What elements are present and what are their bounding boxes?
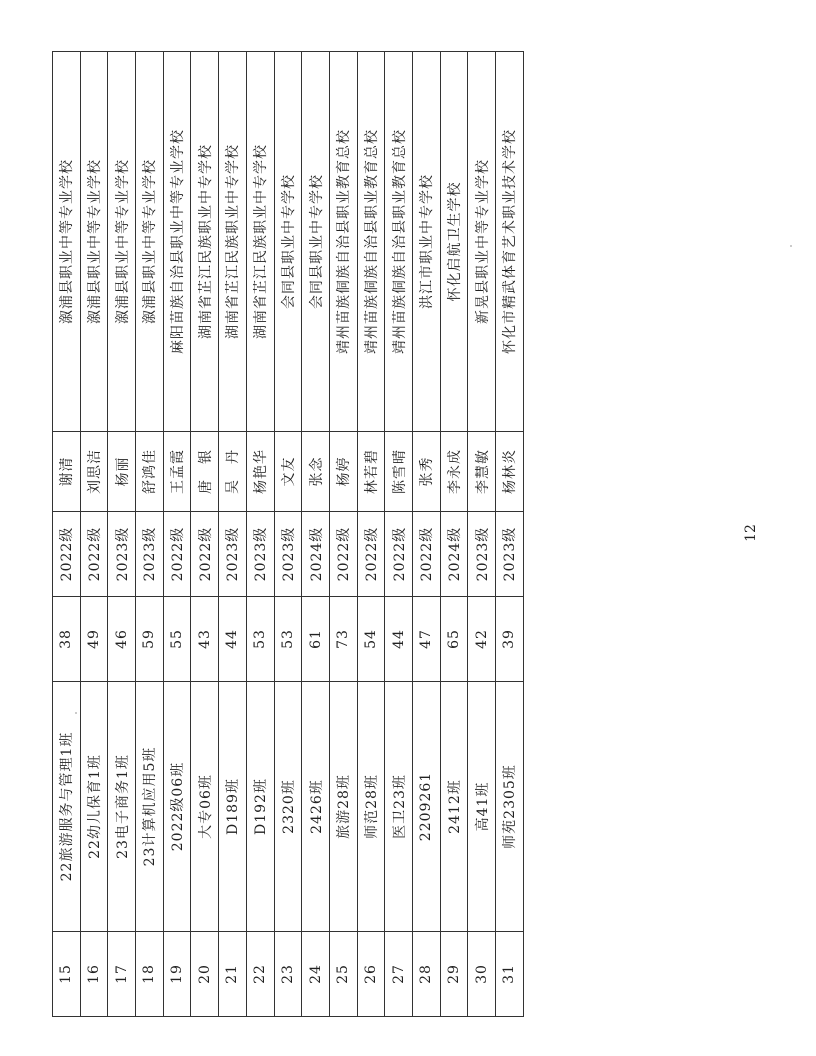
table-row (385, 52, 413, 1017)
table-row (440, 52, 468, 1017)
school-cell: 溆浦县职业中等专业学校 (53, 52, 81, 432)
table-row (108, 52, 136, 1017)
school-cell: 怀化启航卫生学校 (440, 52, 468, 432)
school-cell: 溆浦县职业中等专业学校 (108, 52, 136, 432)
row-index-cell: 26 (357, 932, 385, 1017)
grade-cell: 2023级 (108, 512, 136, 597)
class-list-table (52, 51, 524, 1017)
table-row (496, 52, 524, 1017)
row-index-cell: 16 (80, 932, 108, 1017)
page-number: 12 (742, 524, 759, 542)
scan-speck (790, 245, 792, 247)
row-index-cell: 24 (302, 932, 330, 1017)
teacher-cell: 李慧敏 (468, 432, 496, 512)
row-index-cell: 28 (412, 932, 440, 1017)
school-cell: 湖南省芷江民族职业中专学校 (246, 52, 274, 432)
table-row (246, 52, 274, 1017)
teacher-cell: 唐 银 (191, 432, 219, 512)
grade-cell: 2023级 (496, 512, 524, 597)
student-count-cell: 53 (246, 597, 274, 682)
table-row (219, 52, 247, 1017)
grade-cell: 2022级 (357, 512, 385, 597)
row-index-cell: 19 (163, 932, 191, 1017)
teacher-cell: 杨林炎 (496, 432, 524, 512)
class-name-cell: 2022级06班 (163, 682, 191, 932)
teacher-cell: 杨婷 (329, 432, 357, 512)
class-name-cell: D189班 (219, 682, 247, 932)
row-index-cell: 15 (53, 932, 81, 1017)
student-count-cell: 47 (412, 597, 440, 682)
class-name-cell: 23计算机应用5班 (136, 682, 164, 932)
table-row (80, 52, 108, 1017)
row-index-cell: 31 (496, 932, 524, 1017)
student-count-cell: 46 (108, 597, 136, 682)
grade-cell: 2022级 (53, 512, 81, 597)
grade-cell: 2022级 (329, 512, 357, 597)
class-name-cell: 23电子商务1班 (108, 682, 136, 932)
table-row (53, 52, 81, 1017)
school-cell: 湖南省芷江民族职业中专学校 (191, 52, 219, 432)
row-index-cell: 27 (385, 932, 413, 1017)
school-cell: 靖州苗族侗族自治县职业教育总校 (357, 52, 385, 432)
class-name-cell: 22旅游服务与管理1班 (53, 682, 81, 932)
teacher-cell: 舒鸿佳 (136, 432, 164, 512)
class-name-cell: 医卫23班 (385, 682, 413, 932)
student-count-cell: 65 (440, 597, 468, 682)
grade-cell: 2022级 (412, 512, 440, 597)
school-cell: 溆浦县职业中等专业学校 (80, 52, 108, 432)
grade-cell: 2022级 (385, 512, 413, 597)
class-name-cell: 高41班 (468, 682, 496, 932)
table-row (357, 52, 385, 1017)
grade-cell: 2022级 (80, 512, 108, 597)
grade-cell: 2023级 (468, 512, 496, 597)
grade-cell: 2024级 (440, 512, 468, 597)
row-index-cell: 17 (108, 932, 136, 1017)
class-name-cell: 2412班 (440, 682, 468, 932)
student-count-cell: 42 (468, 597, 496, 682)
teacher-cell: 吴 丹 (219, 432, 247, 512)
grade-cell: 2022级 (163, 512, 191, 597)
school-cell: 会同县职业中专学校 (302, 52, 330, 432)
student-count-cell: 73 (329, 597, 357, 682)
table-row (329, 52, 357, 1017)
class-name-cell: 2320班 (274, 682, 302, 932)
teacher-cell: 张秀 (412, 432, 440, 512)
teacher-cell: 杨丽 (108, 432, 136, 512)
teacher-cell: 林若碧 (357, 432, 385, 512)
table-body (53, 52, 524, 1017)
student-count-cell: 59 (136, 597, 164, 682)
teacher-cell: 王孟霞 (163, 432, 191, 512)
school-cell: 靖州苗族侗族自治县职业教育总校 (385, 52, 413, 432)
table-row (274, 52, 302, 1017)
grade-cell: 2023级 (246, 512, 274, 597)
school-cell: 麻阳苗族自治县职业中等专业学校 (163, 52, 191, 432)
rotated-table-page (52, 52, 519, 1017)
student-count-cell: 55 (163, 597, 191, 682)
class-name-cell: 22幼儿保育1班 (80, 682, 108, 932)
row-index-cell: 29 (440, 932, 468, 1017)
table-row (412, 52, 440, 1017)
row-index-cell: 18 (136, 932, 164, 1017)
row-index-cell: 21 (219, 932, 247, 1017)
student-count-cell: 53 (274, 597, 302, 682)
student-count-cell: 44 (385, 597, 413, 682)
grade-cell: 2024级 (302, 512, 330, 597)
class-name-cell: 大专06班 (191, 682, 219, 932)
teacher-cell: 杨艳华 (246, 432, 274, 512)
student-count-cell: 49 (80, 597, 108, 682)
school-cell: 怀化市精武体育艺术职业技术学校 (496, 52, 524, 432)
teacher-cell: 张念 (302, 432, 330, 512)
row-index-cell: 20 (191, 932, 219, 1017)
grade-cell: 2022级 (191, 512, 219, 597)
grade-cell: 2023级 (219, 512, 247, 597)
row-index-cell: 22 (246, 932, 274, 1017)
table-row (191, 52, 219, 1017)
table-row (136, 52, 164, 1017)
scan-speck (75, 712, 77, 714)
school-cell: 新晃县职业中等专业学校 (468, 52, 496, 432)
class-name-cell: 2209261 (412, 682, 440, 932)
student-count-cell: 39 (496, 597, 524, 682)
grade-cell: 2023级 (136, 512, 164, 597)
school-cell: 溆浦县职业中等专业学校 (136, 52, 164, 432)
teacher-cell: 陈雪晴 (385, 432, 413, 512)
school-cell: 洪江市职业中专学校 (412, 52, 440, 432)
student-count-cell: 54 (357, 597, 385, 682)
table-row (468, 52, 496, 1017)
class-name-cell: D192班 (246, 682, 274, 932)
row-index-cell: 25 (329, 932, 357, 1017)
student-count-cell: 44 (219, 597, 247, 682)
row-index-cell: 23 (274, 932, 302, 1017)
student-count-cell: 43 (191, 597, 219, 682)
row-index-cell: 30 (468, 932, 496, 1017)
school-cell: 湖南省芷江民族职业中专学校 (219, 52, 247, 432)
class-name-cell: 旅游28班 (329, 682, 357, 932)
class-name-cell: 2426班 (302, 682, 330, 932)
class-name-cell: 师范28班 (357, 682, 385, 932)
student-count-cell: 61 (302, 597, 330, 682)
student-count-cell: 38 (53, 597, 81, 682)
school-cell: 会同县职业中专学校 (274, 52, 302, 432)
teacher-cell: 李永成 (440, 432, 468, 512)
teacher-cell: 谢清 (53, 432, 81, 512)
table-row (302, 52, 330, 1017)
table-row (163, 52, 191, 1017)
school-cell: 靖州苗族侗族自治县职业教育总校 (329, 52, 357, 432)
teacher-cell: 刘思洁 (80, 432, 108, 512)
grade-cell: 2023级 (274, 512, 302, 597)
teacher-cell: 文友 (274, 432, 302, 512)
class-name-cell: 师苑2305班 (496, 682, 524, 932)
